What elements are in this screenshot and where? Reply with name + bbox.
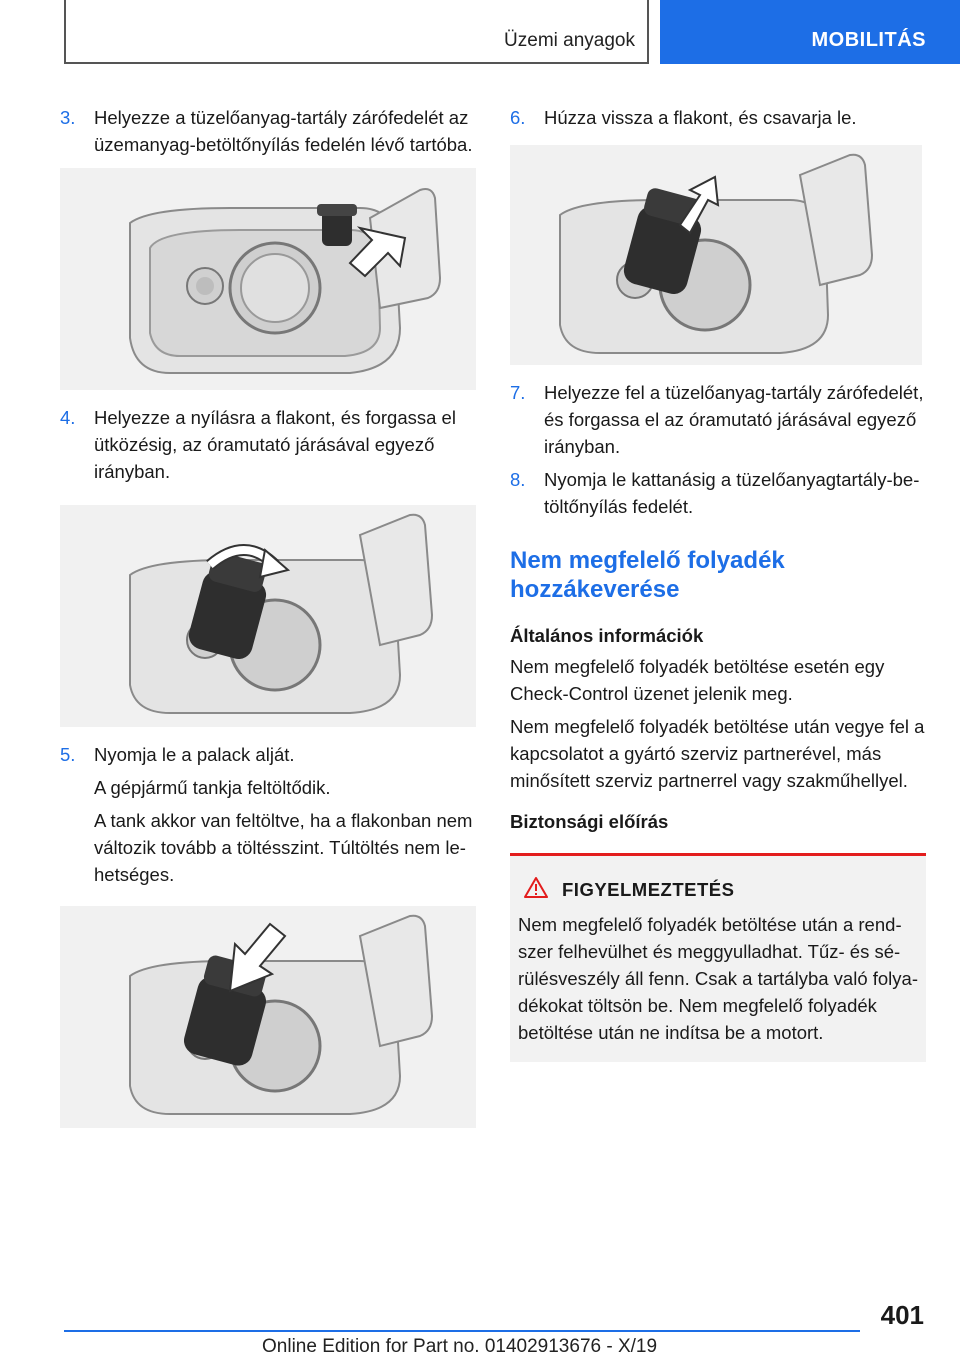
footer-divider (64, 1330, 860, 1332)
warning-text: Nem megfelelő folyadék betöltése után a rendszer felhevülhet és meggyulladhat. Tűz- és sérülésveszély áll fenn. Csak a tartályba való folyadékokat töltsön be. Nem megfelelő folyadék betöltése után ne indítsa be a motort. (518, 914, 919, 1043)
step-5-paragraph-1: A gépjármű tankja feltöltődik. (94, 777, 331, 798)
bottle-remove-illustration (510, 145, 922, 365)
warning-box (510, 853, 926, 1062)
step-text: Helyezze fel a tüzelőanyag-tartály zárófedelét, és forgassa el az óramutató járásával egyező irányban. (544, 382, 924, 457)
subheading-general-info: Általános információk (510, 625, 704, 646)
header-section-title: Üzemi anyagok (504, 30, 635, 51)
warning-triangle-icon (524, 876, 548, 903)
right-column (510, 104, 930, 1062)
left-column (60, 104, 480, 1128)
step-text: Helyezze a nyílásra a flakont, és forgassa el ütközésig, az óramutató járásával egyező irányban. (94, 407, 456, 482)
step-number: 3. (60, 107, 76, 128)
figure-bottle-press (60, 906, 476, 1128)
step-5-paragraph-2: A tank akkor van feltöltve, ha a flakonban nem változik tovább a töltésszint. Túltöltés nem lehetséges. (94, 810, 473, 885)
section-heading: Nem megfelelő folyadék hozzákeverése (510, 547, 785, 603)
figure-bottle-remove (510, 145, 922, 365)
header-chapter-tab (660, 0, 960, 64)
step-number: 7. (510, 382, 526, 403)
step-text: Helyezze a tüzelőanyag-tartály zárófedelét az üzemanyag-betöltőnyílás fedelén lévő tartóba. (94, 107, 473, 155)
step-text: Nyomja le kattanásig a tüzelőanyagtartály-betöltőnyílás fedelét. (544, 469, 920, 517)
step-3 (60, 104, 480, 158)
step-number: 6. (510, 107, 526, 128)
step-7 (510, 379, 930, 460)
step-text: Nyomja le a palack alját. (94, 744, 295, 765)
step-number: 4. (60, 407, 76, 428)
header-chapter-title: MOBILITÁS (811, 29, 926, 51)
paragraph-contact-service: Nem megfelelő folyadék betöltése után vegye fel a kapcsolatot a gyártó szerviz partnerével, más minősített szerviz partnerrel vagy szakműhellyel. (510, 716, 925, 791)
warning-header (518, 876, 918, 903)
step-4 (60, 404, 480, 485)
step-6 (510, 104, 930, 131)
figure-bottle-twist (60, 505, 476, 727)
bottle-twist-illustration (60, 505, 476, 727)
step-number: 8. (510, 469, 526, 490)
fuel-flap-illustration (60, 168, 476, 390)
header-section-box (64, 0, 649, 64)
step-text: Húzza vissza a flakont, és csavarja le. (544, 107, 857, 128)
paragraph-check-control: Nem megfelelő folyadék betöltése esetén egy Check-Control üzenet jelenik meg. (510, 656, 885, 704)
subheading-safety: Biztonsági előírás (510, 811, 669, 832)
step-number: 5. (60, 744, 76, 765)
step-5 (60, 741, 480, 768)
bottle-press-illustration (60, 906, 476, 1128)
footer-edition: Online Edition for Part no. 01402913676 - X/19 (262, 1336, 658, 1357)
figure-cap-in-holder (60, 168, 476, 390)
step-8 (510, 466, 930, 520)
page-number: 401 (880, 1300, 924, 1330)
warning-title: FIGYELMEZTETÉS (562, 878, 735, 900)
